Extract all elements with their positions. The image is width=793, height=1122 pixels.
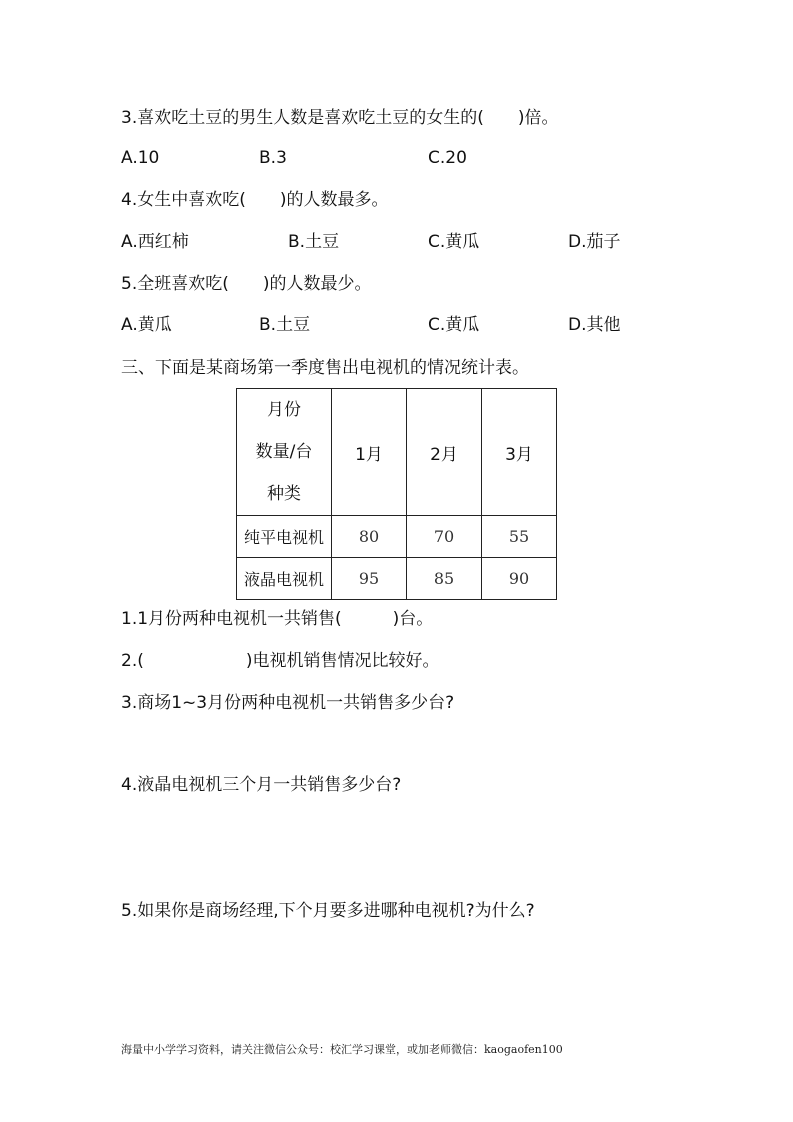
option-a: A.黄瓜 <box>121 315 172 335</box>
option-b: B.3 <box>259 148 287 168</box>
table-question-5: 5.如果你是商场经理,下个月要多进哪种电视机?为什么? <box>121 901 535 921</box>
table-row <box>237 516 557 558</box>
option-b: B.土豆 <box>288 232 340 252</box>
row-label: 纯平电视机 <box>237 516 332 558</box>
option-a: A.10 <box>121 148 160 168</box>
footer-note: 海量中小学学习资料，请关注微信公众号：校汇学习课堂，或加老师微信：kaogaofen100 <box>121 1043 563 1056</box>
section-title: 三、下面是某商场第一季度售出电视机的情况统计表。 <box>121 358 529 378</box>
table-question-4: 4.液晶电视机三个月一共销售多少台? <box>121 775 402 795</box>
question-3: 3.喜欢吃土豆的男生人数是喜欢吃土豆的女生的( )倍。 <box>121 108 559 128</box>
table-question-3: 3.商场1~3月份两种电视机一共销售多少台? <box>121 693 455 713</box>
table-cell: 55 <box>482 516 557 558</box>
corner-quantity: 数量/台 <box>255 442 313 462</box>
option-c: C.黄瓜 <box>428 315 480 335</box>
table-cell: 90 <box>482 558 557 600</box>
table-header-row <box>237 389 557 516</box>
table-cell: 70 <box>407 516 482 558</box>
column-header: 3月 <box>482 389 557 516</box>
table-row <box>237 558 557 600</box>
table-cell: 80 <box>332 516 407 558</box>
table-cell: 95 <box>332 558 407 600</box>
option-c: C.黄瓜 <box>428 232 480 252</box>
column-header: 2月 <box>407 389 482 516</box>
table-question-1: 1.1月份两种电视机一共销售( )台。 <box>121 609 434 629</box>
option-c: C.20 <box>428 148 467 168</box>
table-corner-cell <box>237 389 332 516</box>
tv-sales-table <box>236 388 557 600</box>
option-a: A.西红柿 <box>121 232 189 252</box>
corner-month: 月份 <box>267 400 301 420</box>
question-5: 5.全班喜欢吃( )的人数最少。 <box>121 274 372 294</box>
corner-type: 种类 <box>267 484 301 504</box>
row-label: 液晶电视机 <box>237 558 332 600</box>
option-d: D.其他 <box>568 315 621 335</box>
option-d: D.茄子 <box>568 232 621 252</box>
table-cell: 85 <box>407 558 482 600</box>
option-b: B.土豆 <box>259 315 311 335</box>
table-question-2: 2.( )电视机销售情况比较好。 <box>121 651 440 671</box>
column-header: 1月 <box>332 389 407 516</box>
question-4: 4.女生中喜欢吃( )的人数最多。 <box>121 190 389 210</box>
